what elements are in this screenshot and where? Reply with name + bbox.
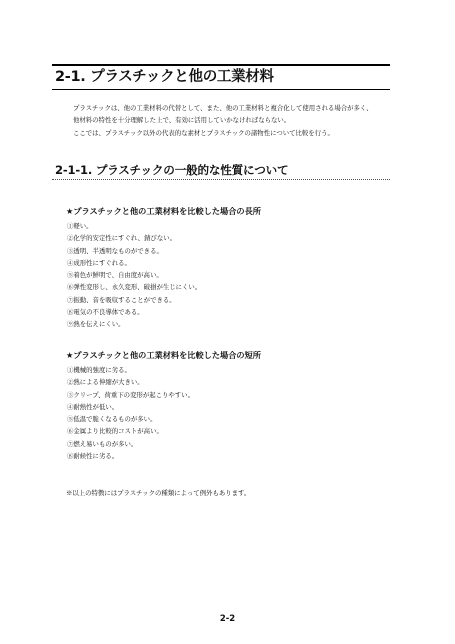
list-item: ①機械的強度に劣る。 (67, 366, 131, 374)
list-item: ⑧電気の不良導体である。 (67, 308, 144, 317)
list-item: ⑧耐候性に劣る。 (67, 452, 119, 461)
advantages-list (66, 205, 261, 331)
list-item: ⑤着色が鮮明で、自由度が高い。 (67, 271, 163, 280)
subsection-title: 2-1-1. プラスチックの一般的な性質について (55, 163, 289, 177)
list-item: ⑥弾性変形し、永久変形、破損が生じにくい。 (67, 283, 202, 292)
list-item: ②化学的安定性にすぐれ、錆びない。 (67, 234, 177, 243)
title-rule-bottom (52, 89, 390, 90)
page-number: 2-2 (219, 614, 236, 624)
list-item: ④成形性にすぐれる。 (67, 258, 131, 267)
footnote: ※以上の特徴にはプラスチックの種類によって例外もあります。 (66, 489, 251, 497)
list-item: ③透明、半透明なものができる。 (67, 246, 163, 255)
list-item: ⑤低温で脆くなるものが多い。 (67, 415, 157, 424)
subsection-rule (52, 179, 390, 180)
intro-line: プラスチックは、他の工業材料の代替として、また、他の工業材料と複合化して使用される場合が多く、 (73, 104, 373, 112)
list-item: ①軽い。 (67, 222, 93, 230)
intro-line: 他材料の特性を十分理解した上で、有効に活用していかなければならない。 (73, 116, 291, 125)
list-item: ⑦燃え易いものが多い。 (67, 439, 138, 448)
list-item: ②熱による伸縮が大きい。 (67, 378, 144, 387)
title-rule-top (52, 64, 390, 66)
list-item: ⑨熱を伝えにくい。 (67, 320, 125, 329)
intro-line: ここでは、プラスチック以外の代表的な素材とプラスチックの諸物性について比較を行う。 (73, 128, 334, 137)
intro-paragraph (73, 102, 393, 139)
section-title: 2-1. プラスチックと他の工業材料 (55, 69, 274, 85)
list-item: ⑦振動、音を吸収することができる。 (67, 295, 176, 304)
list-item: ③クリープ、荷重下の変形が起こりやすい。 (67, 390, 194, 399)
list-item: ④耐熱性が低い。 (67, 402, 119, 411)
list-item: ⑥金属より比較的コストが高い。 (67, 427, 163, 436)
disadvantages-list (66, 349, 261, 462)
advantages-heading: ★プラスチックと他の工業材料を比較した場合の長所 (66, 206, 261, 216)
disadvantages-heading: ★プラスチックと他の工業材料を比較した場合の短所 (66, 350, 261, 360)
